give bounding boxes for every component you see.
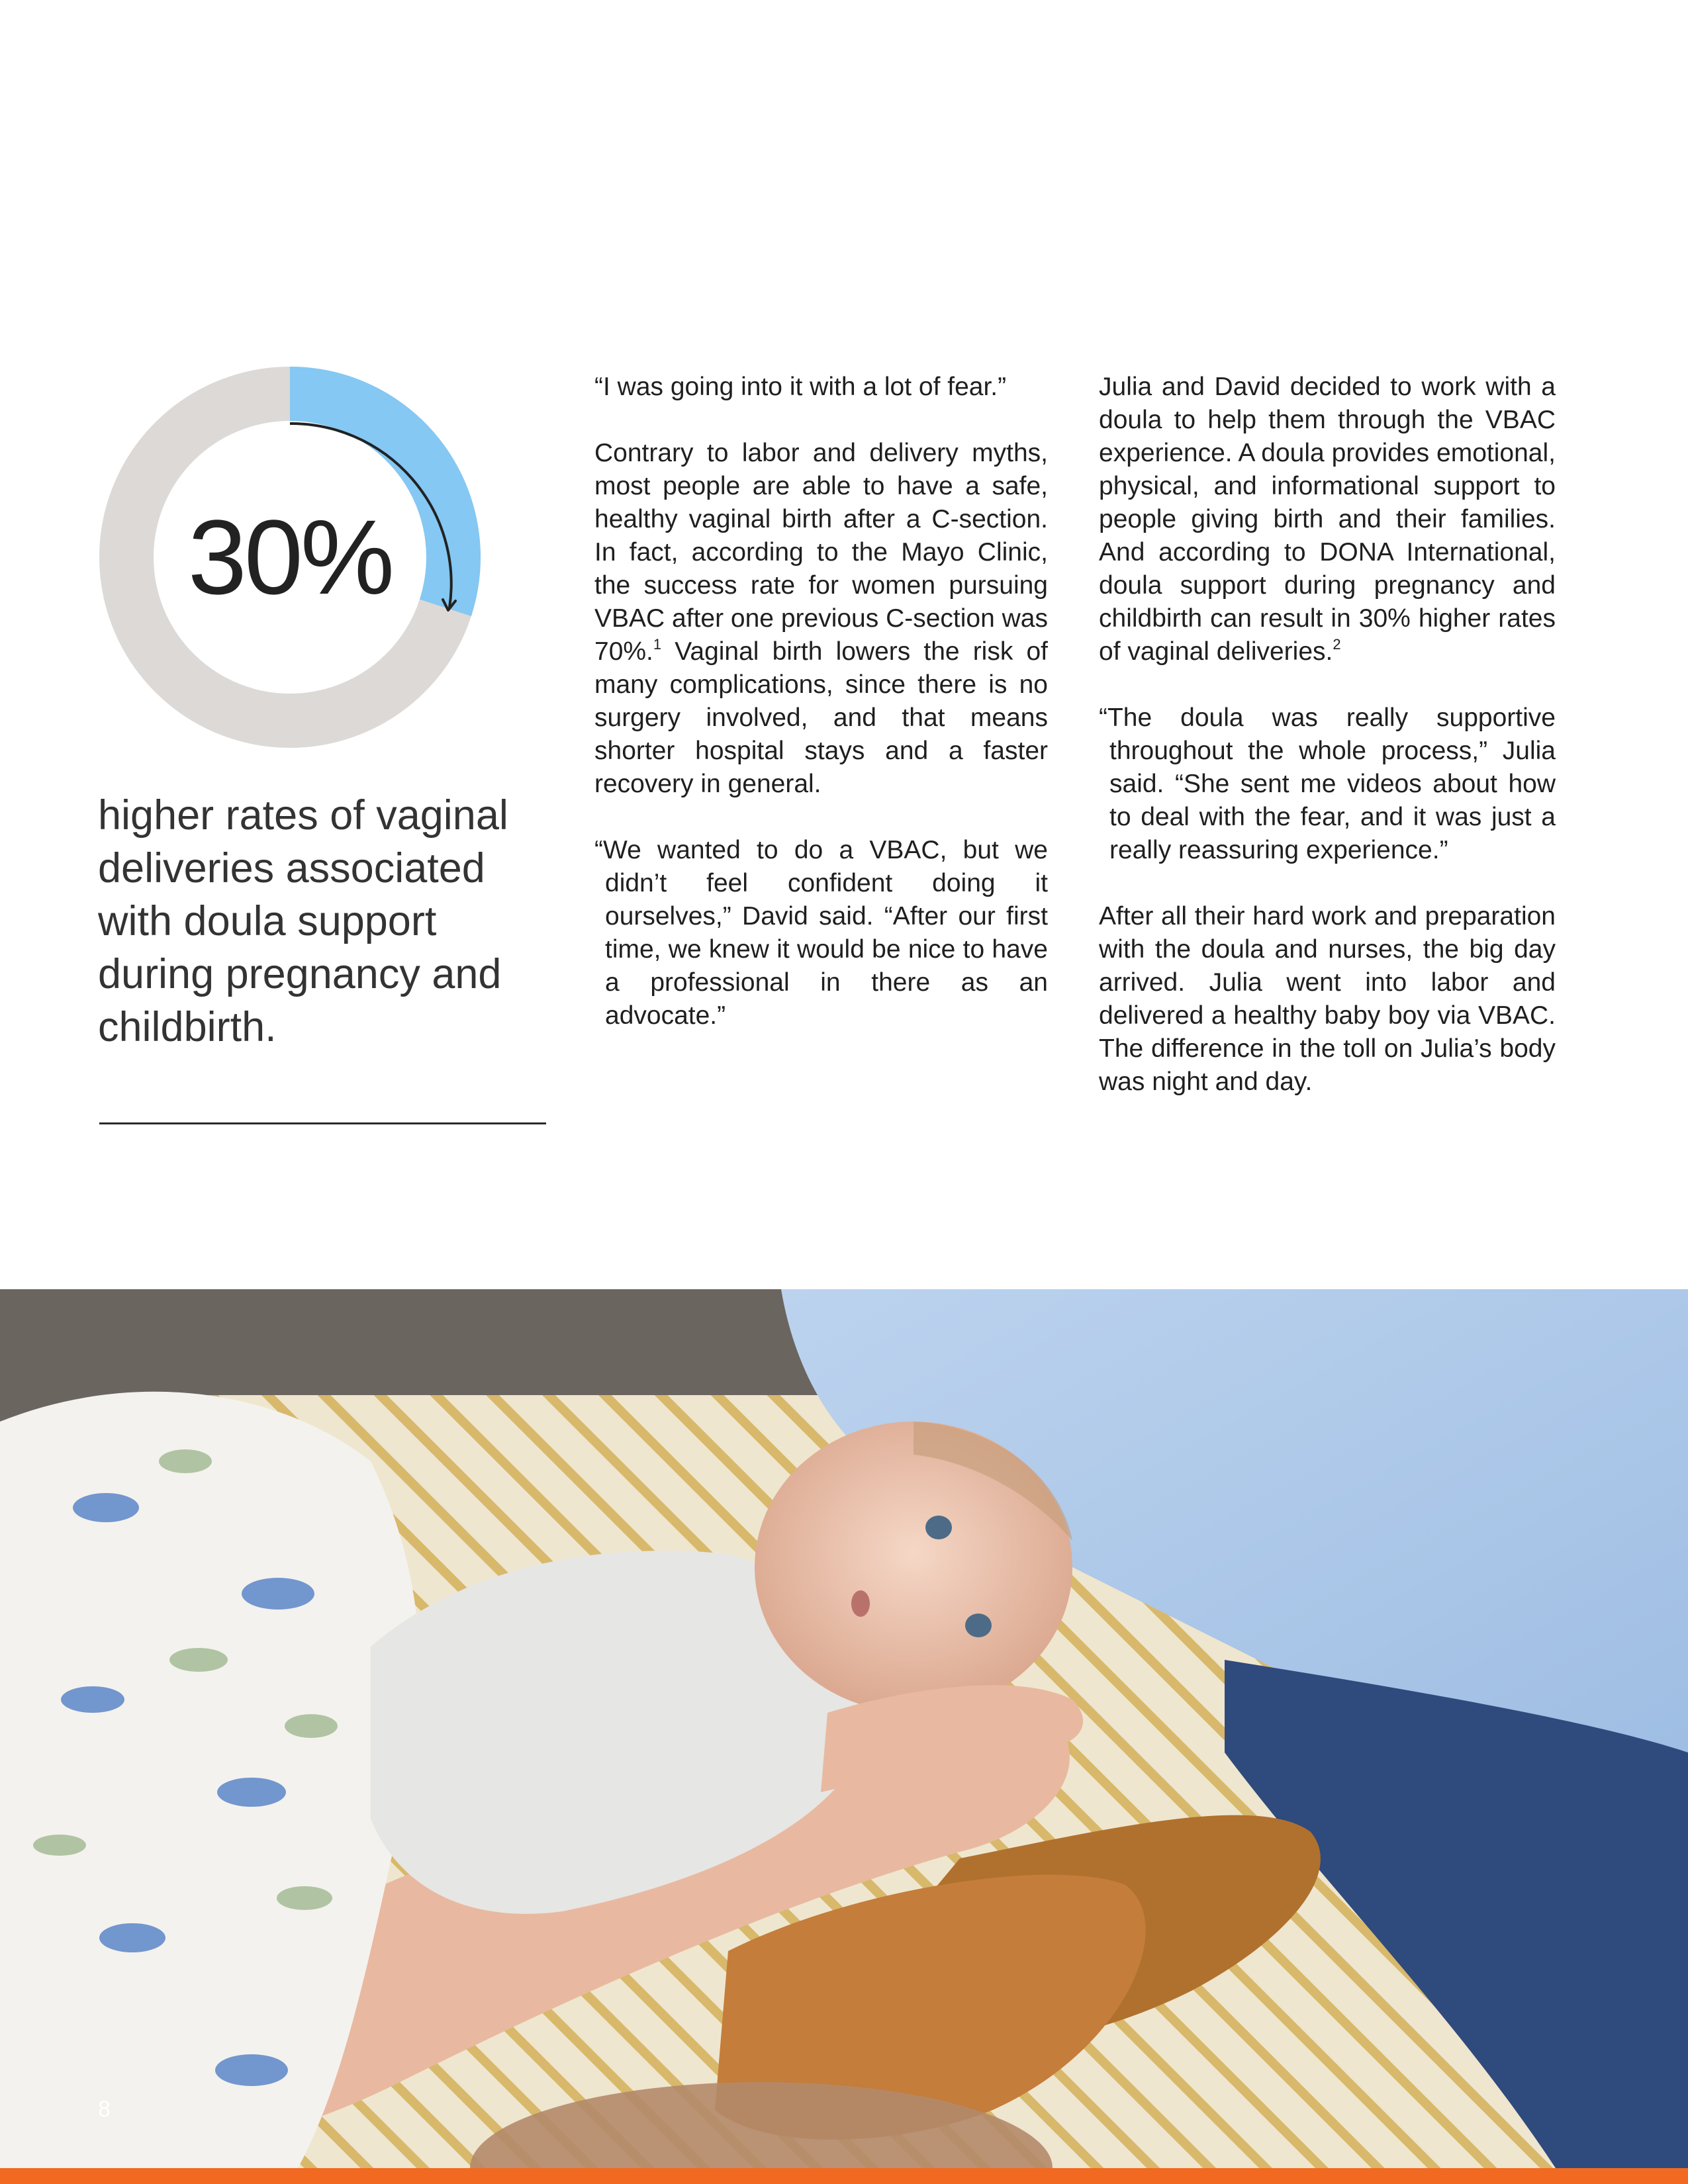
- page-number: 8: [98, 2097, 111, 2122]
- stat-value: 30%: [187, 498, 393, 616]
- baby-eye-right: [965, 1614, 992, 1637]
- quote-david: “We wanted to do a VBAC, but we didn’t feel confident doing it ourselves,” David said. “After our first time, we knew it would be nice to have a professional in there as an advocate.”: [594, 836, 1048, 1030]
- pull-quote-fear: “I was going into it with a lot of fear.”: [594, 373, 1007, 401]
- quote-julia: “The doula was really supportive throughout the whole process,” Julia said. “She sent me videos about how to deal with the fear, and it was just a really reassuring experience.”: [1099, 704, 1556, 864]
- paragraph-big-day: After all their hard work and preparation with the doula and nurses, the big day arrived. Julia went into labor and delivered a healthy baby boy via VBAC. The difference in the toll on Julia’s body was night and day.: [1099, 902, 1556, 1096]
- baby-eye-left: [925, 1516, 952, 1539]
- baby-photo: [0, 1289, 1688, 2168]
- paragraph-doula-support: Julia and David decided to work with a doula to help them through the VBAC experience. A doula provides emotional, physical, and informational support to people giving birth and their families. And according to DONA International, doula support during pregnancy and childbirth can result in 30% higher rates of vaginal deliveries.$^2$: [1099, 373, 1556, 666]
- stat-caption: higher rates of vaginal deliveries associated with doula support during pregnancy and childbirth.: [98, 792, 508, 1050]
- footer-accent-bar: [0, 2168, 1688, 2184]
- article-column-1: [594, 371, 1048, 1066]
- article-column-2: [1099, 371, 1556, 1132]
- baby-mouth: [851, 1590, 870, 1617]
- divider-line: [99, 1122, 546, 1124]
- footnote-2: 2: [1333, 636, 1341, 653]
- footnote-1: 1: [653, 636, 662, 653]
- paragraph-vbac-myths: Contrary to labor and delivery myths, most people are able to have a safe, healthy vaginal birth after a C-section. In fact, according to the Mayo Clinic, the success rate for women pursuing VBAC after one previous C-section was 70%.$^1$ Vaginal birth lowers the risk of many complications, since there is no surgery involved, and that means shorter hospital stays and a faster recovery in general.: [594, 439, 1048, 798]
